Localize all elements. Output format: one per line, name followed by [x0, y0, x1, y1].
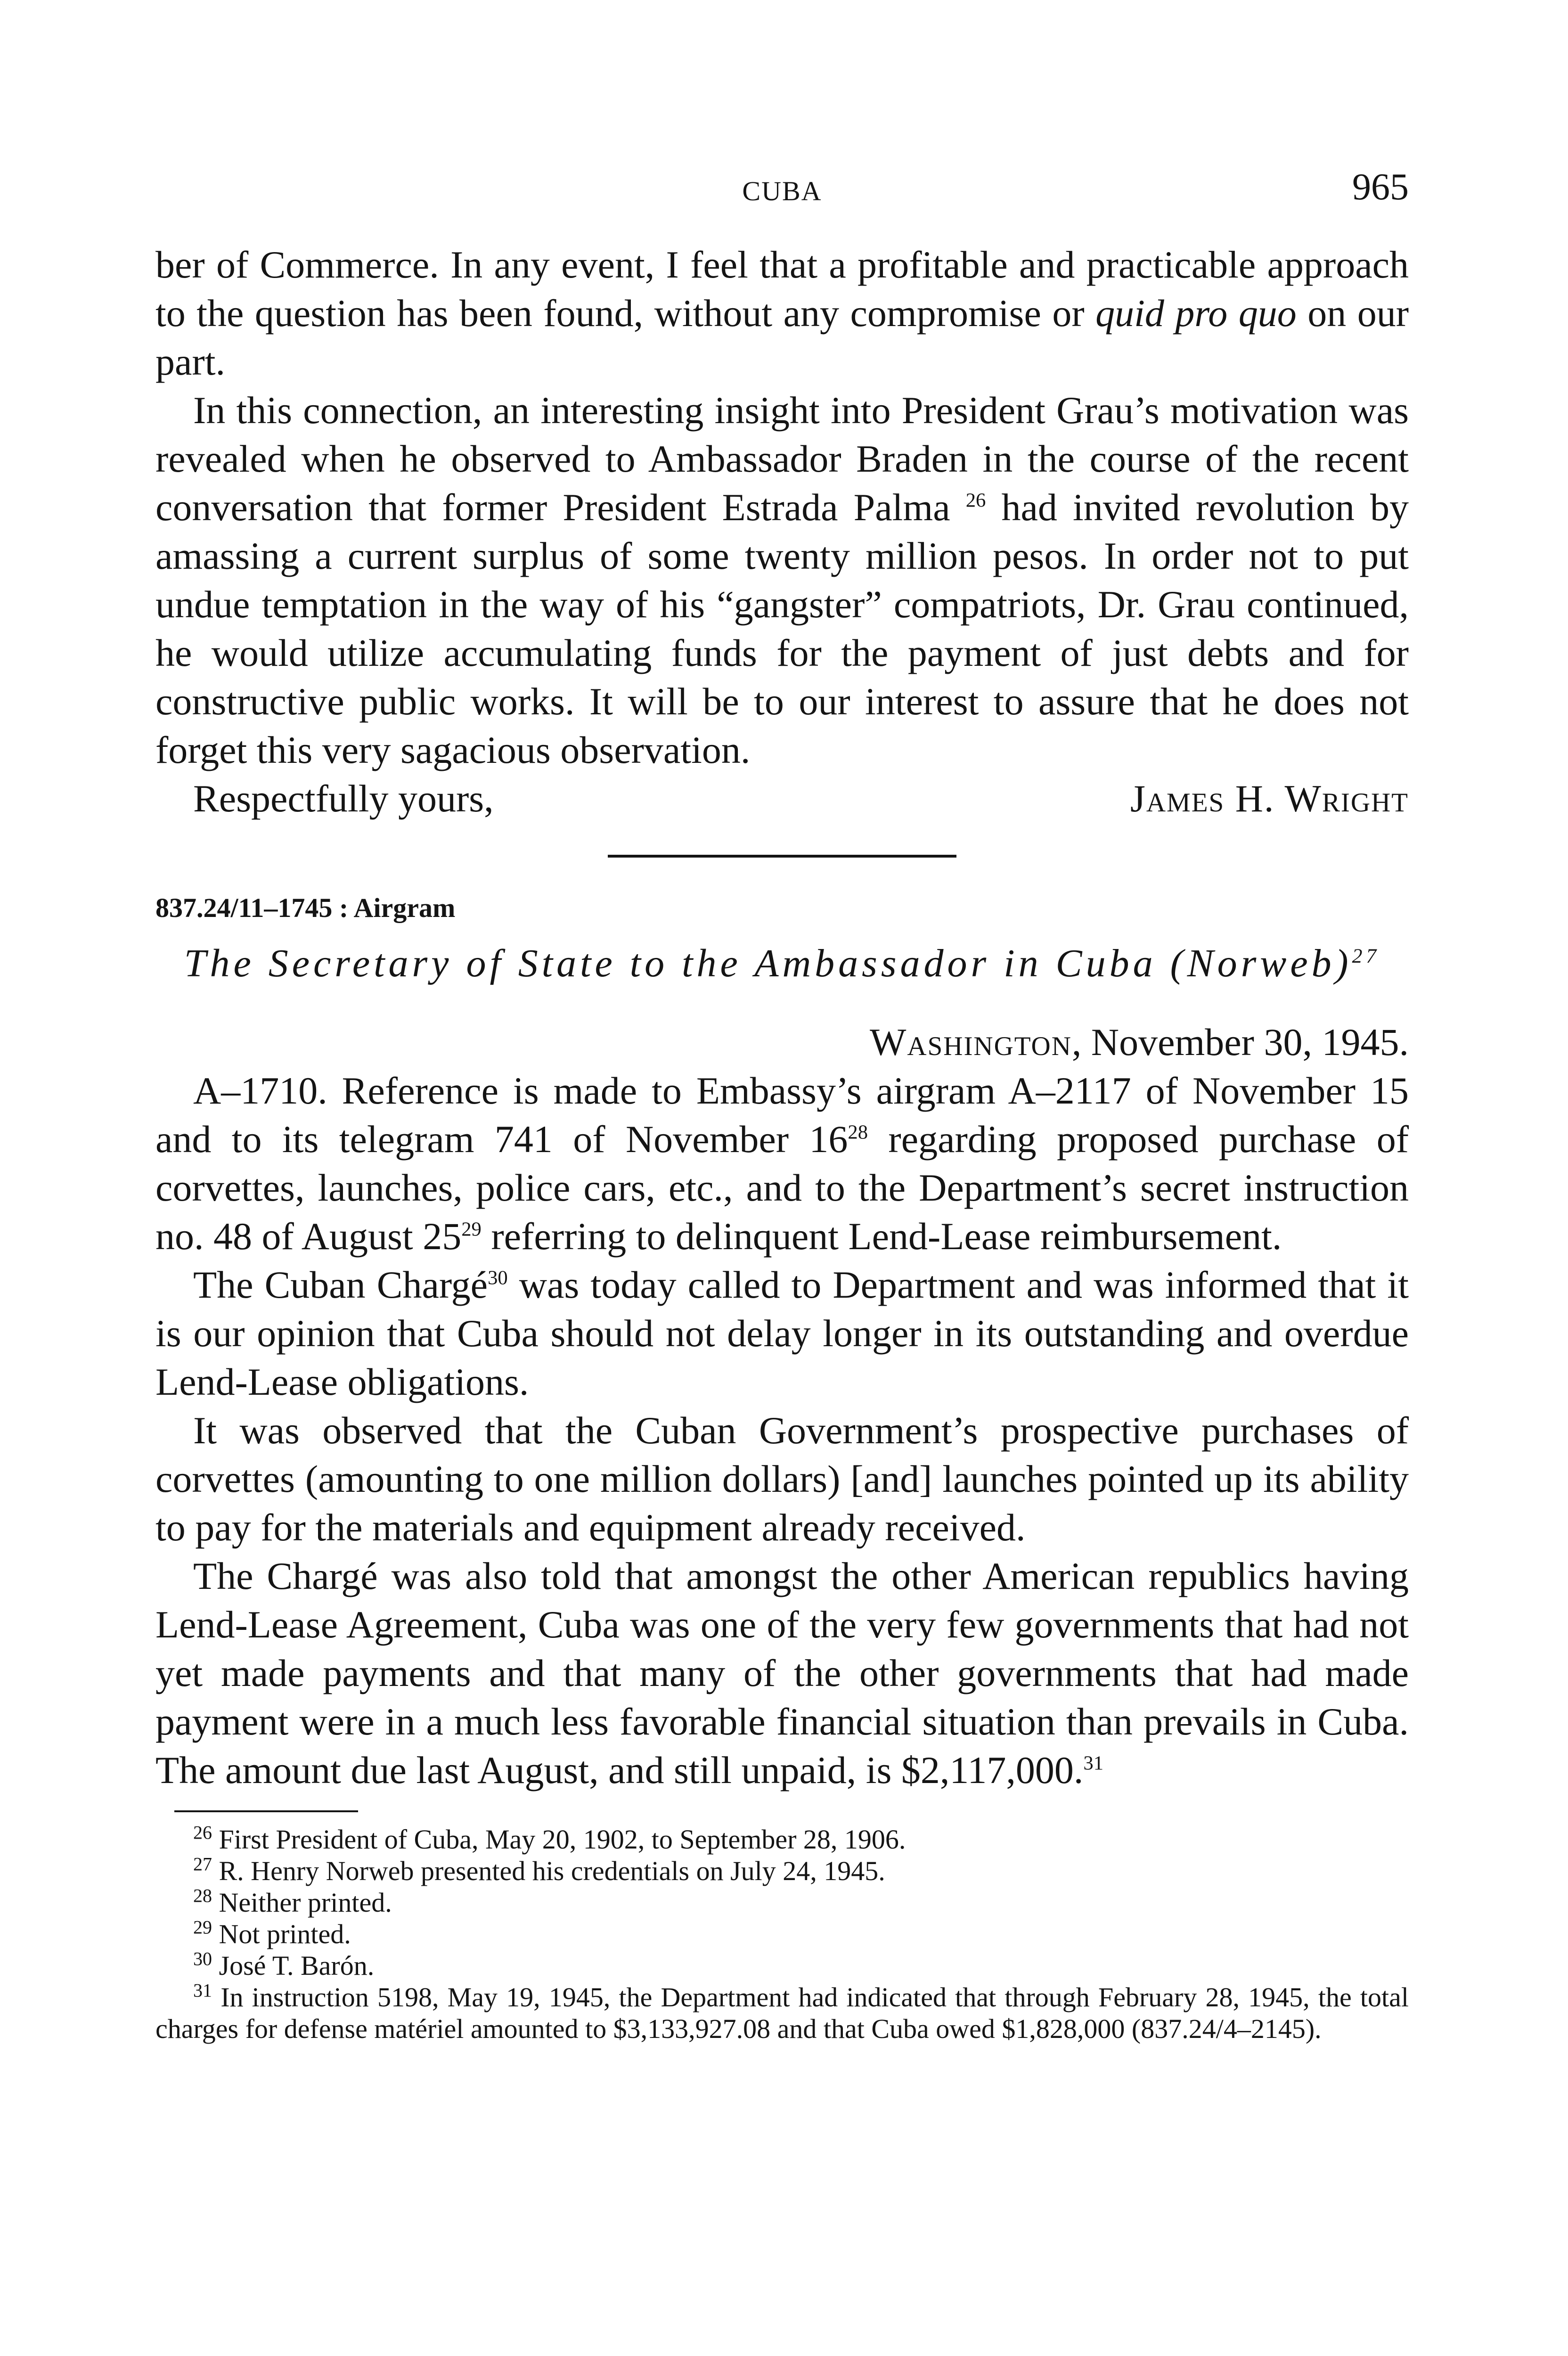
- signer-name: James H. Wright: [1130, 777, 1409, 820]
- footnote-text: First President of Cuba, May 20, 1902, to September 28, 1906.: [219, 1824, 906, 1855]
- text-segment: was today called to Department and was informed that it is our opinion that Cuba should not delay longer in its outstanding and overdue Lend-Lease obligations.: [155, 1263, 1409, 1403]
- footnote-29: [155, 1918, 1409, 1950]
- place-date-line: [155, 1018, 1409, 1066]
- place: Washington: [870, 1021, 1072, 1063]
- footnote-ref-28: 28: [848, 1121, 868, 1144]
- footnote-ref-27: 27: [1352, 945, 1380, 967]
- footnote-ref-30: 30: [488, 1267, 508, 1289]
- paragraph-continuation: [155, 240, 1409, 386]
- footnote-mark: 28: [193, 1885, 212, 1906]
- footnote-27: [155, 1855, 1409, 1887]
- text-segment: A–1710. Reference is made to Embassy’s airgram A–2117 of November 15 and to its telegram 741 of November 16: [155, 1069, 1409, 1161]
- footnote-mark: 30: [193, 1948, 212, 1970]
- text-segment: on our part.: [155, 292, 1409, 383]
- footnote-26: [155, 1824, 1409, 1855]
- page-number: 965: [1352, 166, 1409, 208]
- footnote-28: [155, 1887, 1409, 1918]
- document-title: [155, 938, 1409, 990]
- footnote-text: R. Henry Norweb presented his credentials on July 24, 1945.: [219, 1856, 885, 1886]
- latin-phrase: quid pro quo: [1095, 292, 1297, 335]
- body-text: [155, 240, 1409, 2045]
- section-divider: [608, 855, 956, 858]
- paragraph-grau-insight: [155, 386, 1409, 774]
- title-text: The Secretary of State to the Ambassador in Cuba (Norweb): [184, 941, 1352, 985]
- footnote-text: In instruction 5198, May 19, 1945, the Department had indicated that through February 28, 1945, the total charges for defense matériel amounted to $3,133,927.08 and that Cuba owed $1,828,000 (837.24/4–2145).: [155, 1982, 1409, 2044]
- footnote-30: [155, 1950, 1409, 1981]
- footnote-ref-26: 26: [965, 489, 986, 512]
- footnote-text: José T. Barón.: [219, 1950, 375, 1981]
- footnote-divider: [174, 1810, 358, 1812]
- text-segment: regarding proposed purchase of corvettes, launches, police cars, etc., and to the Department’s secret instruction no. 48 of August 25: [155, 1118, 1409, 1258]
- running-head: CUBA: [742, 176, 822, 206]
- footnote-31: [155, 1981, 1409, 2045]
- footnote-mark: 27: [193, 1853, 212, 1875]
- footnote-ref-29: 29: [461, 1218, 482, 1241]
- paragraph-reference: [155, 1066, 1409, 1260]
- footnote-mark: 29: [193, 1916, 212, 1938]
- signature-line: [155, 774, 1409, 823]
- paragraph-purchases: It was observed that the Cuban Government’s prospective purchases of corvettes (amounting to one million dollars) [and] launches pointed up its ability to pay for the materials and equipment already received.: [155, 1409, 1409, 1549]
- footnote-text: Not printed.: [219, 1919, 351, 1949]
- text-segment: ber of Commerce. In any event, I feel that a profitable and practicable approach to the question has been found, without any compromise or: [155, 243, 1409, 335]
- footnote-text: Neither printed.: [219, 1887, 392, 1918]
- footnote-ref-31: 31: [1083, 1752, 1103, 1775]
- paragraph-lend-lease: [155, 1552, 1409, 1794]
- page-header: [155, 166, 1409, 222]
- document-reference: 837.24/11–1745 : Airgram: [155, 892, 456, 923]
- text-segment: The Cuban Chargé: [193, 1263, 488, 1306]
- closing: Respectfully yours,: [193, 777, 494, 820]
- date: , November 30, 1945.: [1071, 1021, 1409, 1063]
- paragraph-charge-called: [155, 1260, 1409, 1406]
- text-segment: In this connection, an interesting insight into President Grau’s motivation was revealed when he observed to Ambassador Braden in the course of the recent conversation that former President Estrada Palma: [155, 389, 1409, 529]
- text-segment: referring to delinquent Lend-Lease reimbursement.: [481, 1215, 1282, 1258]
- footnote-mark: 31: [193, 1980, 212, 2001]
- footnotes: [155, 1824, 1409, 2045]
- footnote-mark: 26: [193, 1822, 212, 1843]
- text-segment: The Chargé was also told that amongst the other American republics having Lend-Lease Agreement, Cuba was one of the very few governments that had not yet made payments and that many of the other governments that had made payment were in a much less favorable financial situation than prevails in Cuba. The amount due last August, and still unpaid, is $2,117,000.: [155, 1554, 1409, 1792]
- text-segment: had invited revolution by amassing a current surplus of some twenty million pesos. In order not to put undue temptation in the way of his “gangster” compatriots, Dr. Grau continued, he would utilize accumulating funds for the payment of just debts and for constructive public works. It will be to our interest to assure that he does not forget this very sagacious observation.: [155, 486, 1409, 771]
